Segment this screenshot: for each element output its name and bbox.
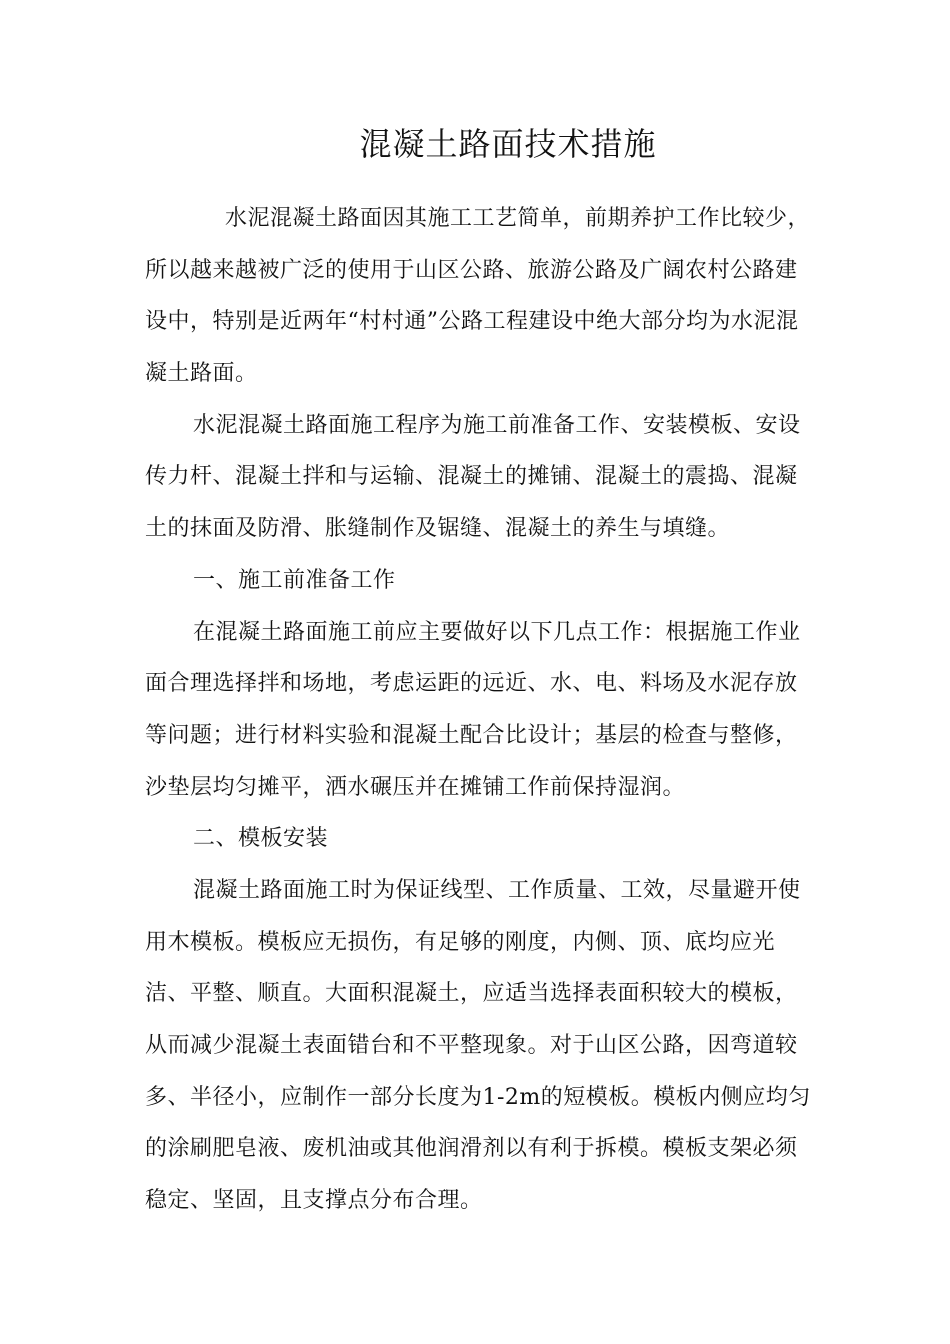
document-title: 混凝土路面技术措施 — [359, 125, 657, 163]
paragraph-line: 所以越来越被广泛的使用于山区公路、旅游公路及广阔农村公路建 — [145, 257, 798, 283]
paragraph-line: 洁、平整、顺直。大面积混凝土，应适当选择表面积较大的模板， — [145, 981, 798, 1007]
paragraph-line: 沙垫层均匀摊平，洒水碾压并在摊铺工作前保持湿润。 — [145, 774, 686, 800]
paragraph-line: 等问题；进行材料实验和混凝土配合比设计；基层的检查与整修， — [145, 722, 798, 748]
paragraph-line: 水泥混凝土路面因其施工工艺简单，前期养护工作比较少， — [225, 206, 811, 231]
paragraph-line: 用木模板。模板应无损伤，有足够的刚度，内侧、顶、底均应光 — [145, 929, 776, 955]
paragraph-line: 凝土路面。 — [145, 361, 258, 387]
paragraph-line: 多、半径小，应制作一部分长度为1-2m的短模板。模板内侧应均匀 — [145, 1084, 811, 1110]
paragraph-line: 在混凝土路面施工前应主要做好以下几点工作：根据施工作业 — [193, 619, 801, 645]
section-heading: 一、施工前准备工作 — [193, 567, 396, 593]
paragraph-line: 传力杆、混凝土拌和与运输、混凝土的摊铺、混凝土的震捣、混凝 — [145, 464, 798, 490]
paragraph-line: 土的抹面及防滑、胀缝制作及锯缝、混凝土的养生与填缝。 — [145, 516, 731, 542]
paragraph-line: 水泥混凝土路面施工程序为施工前准备工作、安装模板、安设 — [193, 412, 801, 438]
section-heading: 二、模板安装 — [193, 826, 329, 852]
paragraph-line: 的涂刷肥皂液、废机油或其他润滑剂以有利于拆模。模板支架必须 — [145, 1136, 798, 1162]
paragraph-line: 设中，特别是近两年“村村通”公路工程建设中绝大部分均为水泥混 — [145, 309, 799, 335]
document-body — [145, 193, 811, 1227]
paragraph-line: 面合理选择拌和场地，考虑运距的远近、水、电、料场及水泥存放 — [145, 671, 798, 697]
paragraph-line: 稳定、坚固，且支撑点分布合理。 — [145, 1188, 483, 1214]
paragraph-line: 从而减少混凝土表面错台和不平整现象。对于山区公路，因弯道较 — [145, 1033, 798, 1058]
paragraph-line: 混凝土路面施工时为保证线型、工作质量、工效，尽量避开使 — [193, 877, 801, 903]
